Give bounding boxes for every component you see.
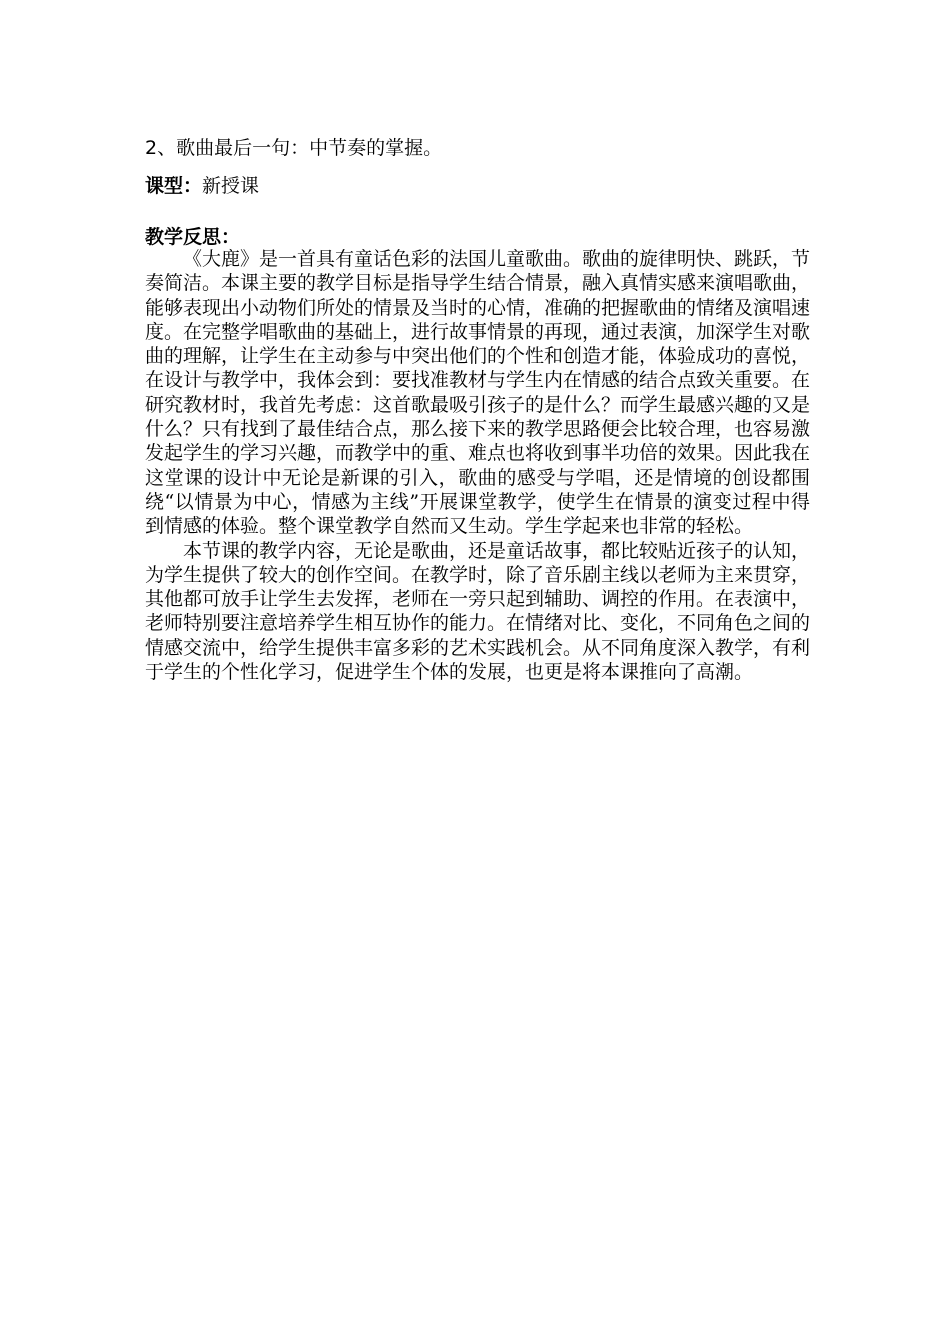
lesson-type-value: 新授课 xyxy=(202,175,260,197)
lesson-type-line xyxy=(145,172,259,200)
reflection-heading: 教学反思： xyxy=(145,226,241,248)
reflection-paragraph-1: 《大鹿》是一首具有童话色彩的法国儿童歌曲。歌曲的旋律明快、跳跃，节奏简洁。本课主要的教学目标是指导学生结合情景，融入真情实感来演唱歌曲，能够表现出小动物们所处的情景及当时的心情，准确的把握歌曲的情绪及演唱速度。在完整学唱歌曲的基础上，进行故事情景的再现，通过表演，加深学生对歌曲的理解，让学生在主动参与中突出他们的个性和创造才能，体验成功的喜悦，在设计与教学中，我体会到：要找准教材与学生内在情感的结合点致关重要。在研究教材时，我首先考虑：这首歌最吸引孩子的是什么？而学生最感兴趣的又是什么？只有找到了最佳结合点，那么接下来的教学思路便会比较合理，也容易激发起学生的学习兴趣，而教学中的重、难点也将收到事半功倍的效果。因此我在这堂课的设计中无论是新课的引入，歌曲的感受与学唱，还是情境的创设都围绕“以情景为中心，情感为主线”开展课堂教学，使学生在情景的演变过程中得到情感的体验。整个课堂教学自然而又生动。学生学起来也非常的轻松。 xyxy=(145,248,811,538)
reflection-paragraph-2: 本节课的教学内容，无论是歌曲，还是童话故事，都比较贴近孩子的认知，为学生提供了较大的创作空间。在教学时，除了音乐剧主线以老师为主来贯穿，其他都可放手让学生去发挥，老师在一旁只起到辅助、调控的作用。在表演中，老师特别要注意培养学生相互协作的能力。在情绪对比、变化，不同角色之间的情感交流中，给学生提供丰富多彩的艺术实践机会。从不同角度深入教学，有利于学生的个性化学习，促进学生个体的发展，也更是将本课推向了高潮。 xyxy=(145,539,811,684)
teaching-difficulty-item-2: 2、歌曲最后一句：中节奏的掌握。 xyxy=(145,137,443,159)
reflection-body xyxy=(145,247,810,684)
lesson-type-label: 课型： xyxy=(145,175,203,197)
